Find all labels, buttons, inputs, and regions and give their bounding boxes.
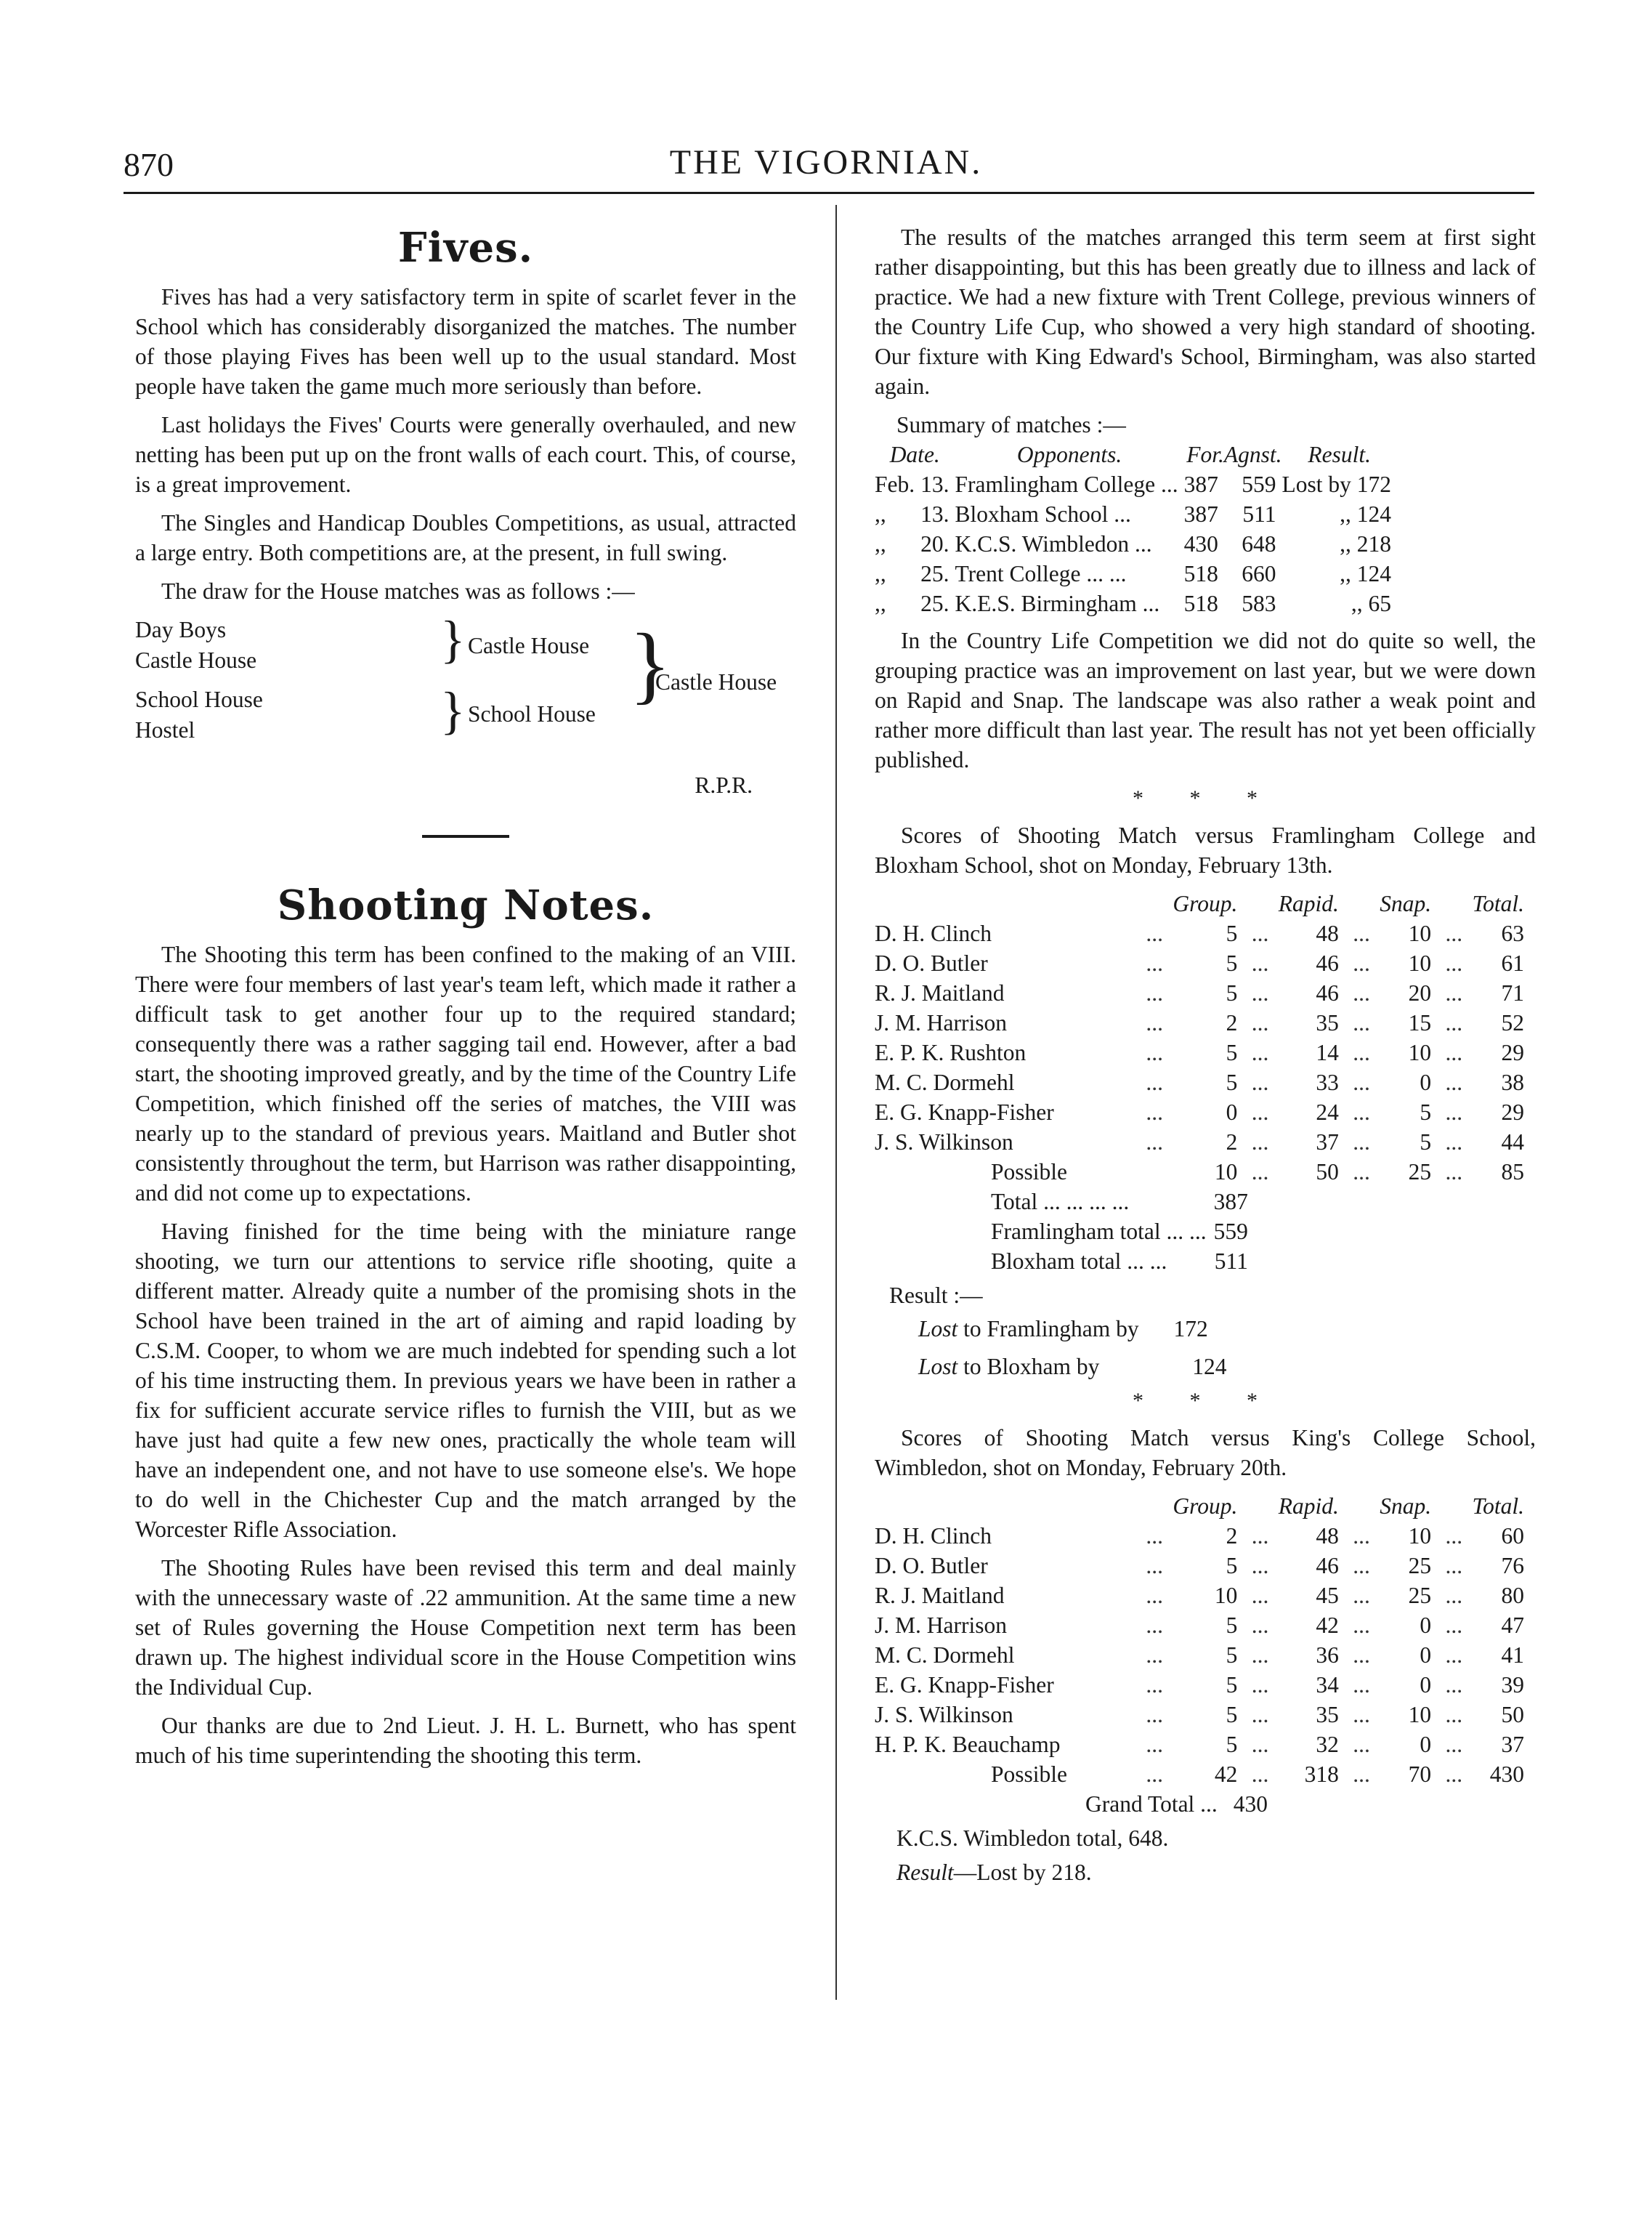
draw-entry: Day Boys: [135, 617, 227, 642]
leader-dots: ...: [1445, 1732, 1463, 1757]
fives-paragraph: The draw for the House matches was as follows :—: [161, 578, 635, 604]
score-group: 5: [1226, 1642, 1238, 1668]
match2-caption: Scores of Shooting Match versus King's College School, Wimbledon, shot on Monday, February 20th.: [875, 1425, 1536, 1480]
signature: R.P.R.: [695, 772, 753, 798]
score-snap: 0: [1420, 1672, 1432, 1698]
summary-header: Agnst.: [1223, 442, 1282, 467]
leader-dots: ...: [1251, 1732, 1269, 1757]
score-total: 80: [1501, 1583, 1524, 1608]
score-rapid: 36: [1316, 1642, 1339, 1668]
score-snap: 10: [1408, 1523, 1432, 1549]
summary-row: [875, 499, 1397, 529]
leader-dots: ...: [1146, 1040, 1163, 1065]
leader-dots: ...: [1146, 1583, 1163, 1608]
draw-entry: School House: [135, 687, 263, 712]
leader-dots: ...: [1146, 1010, 1163, 1036]
leader-dots: ...: [1445, 1612, 1463, 1638]
lost-line: [918, 1310, 1536, 1348]
summary-opponent: Trent College ... ...: [955, 561, 1127, 586]
shooter-name: R. J. Maitland: [875, 1583, 1005, 1608]
leader-dots: ...: [1353, 1553, 1370, 1578]
fives-heading: Fives.: [397, 224, 534, 272]
lost-word: Lost: [918, 1316, 958, 1341]
leader-dots: ...: [1146, 950, 1163, 976]
leader-dots: ...: [1146, 1523, 1163, 1549]
score-total: 50: [1501, 1702, 1524, 1727]
match1-caption: Scores of Shooting Match versus Framlingham College and Bloxham School, shot on Monday, February 13th.: [875, 823, 1536, 878]
shooter-name: D. O. Butler: [875, 950, 988, 976]
page-number: 870: [124, 146, 174, 183]
shooter-name: D. H. Clinch: [875, 1523, 992, 1549]
fives-paragraph: The Singles and Handicap Doubles Competitions, as usual, attracted a large entry. Both competitions are, at the present, in full swing.: [135, 510, 796, 565]
leader-dots: ...: [1146, 1099, 1163, 1125]
result-text: —Lost by 218.: [953, 1860, 1092, 1885]
score-group: 5: [1226, 1040, 1238, 1065]
leader-dots: ...: [1353, 1612, 1370, 1638]
leader-dots: ...: [1445, 1553, 1463, 1578]
total-value: 559: [1213, 1219, 1248, 1244]
score-row: [875, 919, 1528, 948]
lost-value: 172: [1173, 1316, 1208, 1341]
star-separator: * * *: [1133, 786, 1278, 810]
shooter-name: D. H. Clinch: [875, 921, 992, 946]
possible-total: 430: [1489, 1761, 1524, 1787]
possible-label: Possible: [991, 1761, 1068, 1787]
right-column: [875, 222, 1536, 1887]
score-rapid: 33: [1316, 1070, 1339, 1095]
shooter-name: E. G. Knapp-Fisher: [875, 1099, 1054, 1125]
score-header: Total.: [1472, 1493, 1524, 1519]
result-word: Result: [896, 1860, 954, 1885]
score-row: [875, 1729, 1528, 1759]
possible-row: Possible 10 ... 50 ... 25 ... 85: [875, 1157, 1528, 1187]
leader-dots: ...: [1353, 1732, 1370, 1757]
running-title: THE VIGORNIAN.: [669, 143, 983, 182]
score-snap: 25: [1408, 1583, 1432, 1608]
shooter-name: E. P. K. Rushton: [875, 1040, 1027, 1065]
leader-dots: ...: [1445, 980, 1463, 1006]
shooting-paragraph: The Shooting this term has been confined to the making of an VIII. There were four members of last year's team left, which made it rather a difficult task to get another four up to the required standard; consequently there was a rather sagging tail end. However, after a bad start, the shooting improved greatly, and by the time of the Country Life Competition, which finished off the series of matches, the VIII was nearly up to the standard of previous years. Maitland and Butler shot consistently throughout the term, but Harrison was rather disappointing, and did not come up to expectations.: [135, 942, 796, 1206]
leader-dots: ...: [1251, 1612, 1269, 1638]
draw-entry: Castle House: [135, 647, 257, 673]
summary-opponent: K.C.S. Wimbledon ...: [955, 531, 1152, 557]
possible-snap: 70: [1408, 1761, 1432, 1787]
leader-dots: ...: [1353, 980, 1370, 1006]
shooter-name: J. M. Harrison: [875, 1010, 1007, 1036]
score-rapid: 48: [1316, 1523, 1339, 1549]
total-label: Total ... ... ... ...: [991, 1189, 1130, 1214]
score-total: 29: [1501, 1099, 1524, 1125]
score-total: 76: [1501, 1553, 1524, 1578]
summary-agnst: 583: [1242, 591, 1276, 616]
score-group: 2: [1226, 1010, 1238, 1036]
summary-result: ,, 218: [1340, 531, 1391, 557]
summary-day: 25.: [920, 561, 950, 586]
summary-month: ,,: [875, 531, 886, 557]
possible-rapid: 50: [1316, 1159, 1339, 1184]
score-snap: 0: [1420, 1612, 1432, 1638]
summary-row: [875, 559, 1397, 589]
shooter-name: M. C. Dormehl: [875, 1070, 1015, 1095]
header-rule: [124, 192, 1534, 194]
leader-dots: ...: [1353, 1583, 1370, 1608]
score-snap: 0: [1420, 1732, 1432, 1757]
kcs-total: K.C.S. Wimbledon total, 648.: [896, 1825, 1169, 1851]
shooter-name: J. S. Wilkinson: [875, 1129, 1013, 1155]
shooter-name: E. G. Knapp-Fisher: [875, 1672, 1054, 1698]
shooter-name: D. O. Butler: [875, 1553, 988, 1578]
score-row: [875, 1038, 1528, 1067]
score-snap: 10: [1408, 921, 1432, 946]
score-total: 52: [1501, 1010, 1524, 1036]
leader-dots: ...: [1251, 1129, 1269, 1155]
leader-dots: ...: [1251, 1523, 1269, 1549]
shooter-name: H. P. K. Beauchamp: [875, 1732, 1061, 1757]
shooter-name: J. S. Wilkinson: [875, 1702, 1013, 1727]
shooter-name: R. J. Maitland: [875, 980, 1005, 1006]
score-header: Total.: [1472, 891, 1524, 916]
leader-dots: ...: [1146, 980, 1163, 1006]
total-label: Bloxham total ... ...: [991, 1248, 1167, 1274]
summary-month: Feb.: [875, 472, 915, 497]
summary-header: Result.: [1308, 442, 1372, 467]
score-total: 38: [1501, 1070, 1524, 1095]
summary-result: ,, 65: [1351, 591, 1391, 616]
section-separator: [422, 835, 509, 838]
score-total: 41: [1501, 1642, 1524, 1668]
summary-month: ,,: [875, 591, 886, 616]
score-rapid: 35: [1316, 1702, 1339, 1727]
score-row: [875, 1097, 1528, 1127]
score-row: [875, 1640, 1528, 1670]
summary-row: [875, 469, 1397, 499]
lost-text: to Bloxham by: [963, 1354, 1100, 1379]
leader-dots: ...: [1353, 1672, 1370, 1698]
draw-entry: School House: [468, 701, 596, 727]
score-header: Group.: [1173, 891, 1238, 916]
possible-total: 85: [1501, 1159, 1524, 1184]
score-row: [875, 1610, 1528, 1640]
summary-row: [875, 529, 1397, 559]
result-label: Result :—: [889, 1283, 983, 1308]
leader-dots: ...: [1146, 1732, 1163, 1757]
score-snap: 20: [1408, 980, 1432, 1006]
score-header: Snap.: [1380, 891, 1432, 916]
score-snap: 0: [1420, 1642, 1432, 1668]
summary-table: [875, 440, 1397, 618]
score-group: 5: [1226, 921, 1238, 946]
score-total: 61: [1501, 950, 1524, 976]
summary-opponent: Bloxham School ...: [955, 501, 1131, 527]
total-label: Framlingham total ... ...: [991, 1219, 1207, 1244]
score-group: 10: [1214, 1583, 1238, 1608]
score-group: 5: [1226, 1070, 1238, 1095]
leader-dots: ...: [1251, 1070, 1269, 1095]
score-row: [875, 1670, 1528, 1700]
leader-dots: ...: [1146, 1553, 1163, 1578]
summary-for: 387: [1183, 472, 1218, 497]
score-rapid: 14: [1316, 1040, 1339, 1065]
summary-label: Summary of matches :—: [896, 412, 1126, 437]
score-group: 5: [1226, 1732, 1238, 1757]
score-group: 5: [1226, 1702, 1238, 1727]
leader-dots: ...: [1445, 921, 1463, 946]
possible-rapid: 318: [1304, 1761, 1339, 1787]
score-snap: 25: [1408, 1553, 1432, 1578]
score-snap: 10: [1408, 950, 1432, 976]
summary-day: 25.: [920, 591, 950, 616]
summary-header: Opponents.: [1016, 442, 1122, 467]
score-rapid: 24: [1316, 1099, 1339, 1125]
score-header: Group.: [1173, 1493, 1238, 1519]
summary-day: 20.: [920, 531, 950, 557]
score-row: [875, 1581, 1528, 1610]
shooting-paragraph: Having finished for the time being with the miniature range shooting, we turn our attentions to service rifle shooting, quite a different matter. Already quite a number of the promising shots in the School have been trained in the art of aiming and rapid loading by C.S.M. Cooper, to whom we are much indebted for spending such a lot of his time instructing them. In previous years we have been in rather a fix for sufficient accurate service rifles to furnish the VIII, but as we have just had quite a few new ones, practically the whole team will have an independent one, and not have to use someone else's. We hope to do well in the Chichester Cup and the match arranged by the Worcester Rifle Association.: [135, 1219, 796, 1542]
score-header: Snap.: [1380, 1493, 1432, 1519]
summary-opponent: Framlingham College ...: [955, 472, 1178, 497]
score-rapid: 32: [1316, 1732, 1339, 1757]
leader-dots: ...: [1353, 1642, 1370, 1668]
match2-result: [896, 1857, 1536, 1887]
leader-dots: ...: [1251, 1672, 1269, 1698]
summary-month: ,,: [875, 501, 886, 527]
score-row: [875, 948, 1528, 978]
score-row: [875, 1551, 1528, 1581]
brace-icon: }: [629, 615, 671, 712]
leader-dots: ...: [1445, 1583, 1463, 1608]
score-snap: 10: [1408, 1040, 1432, 1065]
score-total: 60: [1501, 1523, 1524, 1549]
score-snap: 10: [1408, 1702, 1432, 1727]
score-group: 5: [1226, 1672, 1238, 1698]
shooter-name: J. M. Harrison: [875, 1612, 1007, 1638]
possible-snap: 25: [1408, 1159, 1432, 1184]
fives-paragraph: Last holidays the Fives' Courts were generally overhauled, and new netting has been put up on the front walls of each court. This, of course, is a great improvement.: [135, 412, 796, 497]
score-row: [875, 1700, 1528, 1729]
score-rapid: 37: [1316, 1129, 1339, 1155]
summary-day: 13.: [920, 501, 950, 527]
score-total: 39: [1501, 1672, 1524, 1698]
leader-dots: ...: [1353, 950, 1370, 976]
summary-agnst: 559: [1242, 472, 1276, 497]
shooting-paragraph: Our thanks are due to 2nd Lieut. J. H. L. Burnett, who has spent much of his time superintending the shooting this term.: [135, 1713, 796, 1768]
score-snap: 5: [1420, 1129, 1432, 1155]
brace-icon: }: [440, 682, 466, 740]
shooter-name: M. C. Dormehl: [875, 1642, 1015, 1668]
score-group: 2: [1226, 1523, 1238, 1549]
possible-row: Possible ... 42 ... 318 ... 70 ... 430: [875, 1759, 1528, 1789]
score-row: [875, 978, 1528, 1008]
score-total: 37: [1501, 1732, 1524, 1757]
total-value: 387: [1213, 1189, 1248, 1214]
leader-dots: ...: [1445, 1099, 1463, 1125]
summary-result: Lost by 172: [1281, 472, 1391, 497]
score-row: [875, 1067, 1528, 1097]
score-group: 5: [1226, 1612, 1238, 1638]
summary-for: 387: [1183, 501, 1218, 527]
score-group: 2: [1226, 1129, 1238, 1155]
leader-dots: ...: [1353, 921, 1370, 946]
results-intro: The results of the matches arranged this term seem at first sight rather disappointing, but this has been greatly due to illness and lack of practice. We had a new fixture with Trent College, previous winners of the Country Life Cup, who showed a very high standard of shooting. Our fixture with King Edward's School, Birmingham, was also started again.: [875, 225, 1536, 399]
leader-dots: ...: [1251, 980, 1269, 1006]
possible-group: 42: [1214, 1761, 1238, 1787]
summary-for: 430: [1183, 531, 1218, 557]
score-rapid: 45: [1316, 1583, 1339, 1608]
leader-dots: ...: [1353, 1070, 1370, 1095]
column-divider: [835, 205, 837, 2000]
leader-dots: ...: [1251, 1099, 1269, 1125]
leader-dots: ...: [1353, 1129, 1370, 1155]
score-row: [875, 1521, 1528, 1551]
leader-dots: ...: [1445, 1070, 1463, 1095]
brace-icon: }: [440, 610, 466, 669]
draw-entry: Hostel: [135, 717, 195, 743]
draw-winner: Castle House: [655, 669, 777, 695]
score-rapid: 46: [1316, 980, 1339, 1006]
leader-dots: ...: [1353, 1099, 1370, 1125]
leader-dots: ...: [1251, 1553, 1269, 1578]
leader-dots: ...: [1445, 1040, 1463, 1065]
leader-dots: ...: [1251, 1702, 1269, 1727]
summary-result: ,, 124: [1340, 561, 1391, 586]
leader-dots: ...: [1251, 1642, 1269, 1668]
shooting-heading: Shooting Notes.: [277, 881, 655, 929]
leader-dots: ...: [1146, 1070, 1163, 1095]
score-rapid: 34: [1316, 1672, 1339, 1698]
score-group: 0: [1226, 1099, 1238, 1125]
leader-dots: ...: [1445, 1129, 1463, 1155]
leader-dots: ...: [1353, 1702, 1370, 1727]
summary-agnst: 511: [1242, 501, 1276, 527]
leader-dots: ...: [1353, 1010, 1370, 1036]
score-header: Rapid.: [1278, 891, 1339, 916]
grand-total-label: Grand Total ...: [1085, 1791, 1218, 1817]
possible-label: Possible: [991, 1159, 1068, 1184]
lost-line: [918, 1348, 1536, 1386]
house-draw-bracket: [135, 610, 796, 760]
score-row: [875, 1008, 1528, 1038]
score-total: 29: [1501, 1040, 1524, 1065]
shooting-paragraph: The Shooting Rules have been revised this term and deal mainly with the unnecessary waste of .22 ammunition. At the same time a new set of Rules governing the House Competition next term has been drawn up. The highest individual score in the House Competition wins the Individual Cup.: [135, 1555, 796, 1700]
score-snap: 15: [1408, 1010, 1432, 1036]
score-rapid: 46: [1316, 1553, 1339, 1578]
score-header: Rapid.: [1278, 1493, 1339, 1519]
score-group: 5: [1226, 1553, 1238, 1578]
summary-for: 518: [1183, 561, 1218, 586]
leader-dots: ...: [1445, 1523, 1463, 1549]
summary-result: ,, 124: [1340, 501, 1391, 527]
summary-header: For.: [1186, 442, 1224, 467]
summary-agnst: 648: [1242, 531, 1276, 557]
summary-for: 518: [1183, 591, 1218, 616]
leader-dots: ...: [1353, 1523, 1370, 1549]
leader-dots: ...: [1445, 950, 1463, 976]
lost-value: 124: [1192, 1354, 1227, 1379]
score-row: [875, 1127, 1528, 1157]
leader-dots: ...: [1146, 921, 1163, 946]
leader-dots: ...: [1353, 1040, 1370, 1065]
score-group: 5: [1226, 980, 1238, 1006]
leader-dots: ...: [1251, 950, 1269, 976]
score-total: 44: [1501, 1129, 1524, 1155]
score-snap: 5: [1420, 1099, 1432, 1125]
match1-totals: [875, 1187, 1255, 1276]
match2-score-table: [875, 1491, 1528, 1789]
summary-day: 13.: [920, 472, 950, 497]
leader-dots: ...: [1445, 1642, 1463, 1668]
draw-entry: Castle House: [468, 633, 590, 658]
leader-dots: ...: [1146, 1702, 1163, 1727]
score-rapid: 46: [1316, 950, 1339, 976]
score-group: 5: [1226, 950, 1238, 976]
leader-dots: ...: [1146, 1129, 1163, 1155]
leader-dots: ...: [1251, 1010, 1269, 1036]
leader-dots: ...: [1251, 921, 1269, 946]
summary-agnst: 660: [1242, 561, 1276, 586]
country-life-paragraph: In the Country Life Competition we did not do quite so well, the grouping practice was an improvement on last year, but we were down on Rapid and Snap. The landscape was also rather a weak point and rather more difficult than last year. The result has not yet been officially published.: [875, 628, 1536, 772]
left-column: [135, 215, 796, 1779]
star-separator: * * *: [1133, 1389, 1278, 1413]
score-total: 63: [1501, 921, 1524, 946]
score-rapid: 48: [1316, 921, 1339, 946]
score-total: 47: [1501, 1612, 1524, 1638]
match1-score-table: [875, 889, 1528, 1187]
summary-opponent: K.E.S. Birmingham ...: [955, 591, 1160, 616]
fives-paragraph: Fives has had a very satisfactory term in spite of scarlet fever in the School which has considerably disorganized the matches. The number of those playing Fives has been well up to the usual standard. Most people have taken the game much more seriously than before.: [135, 284, 796, 399]
summary-month: ,,: [875, 561, 886, 586]
score-snap: 0: [1420, 1070, 1432, 1095]
score-rapid: 42: [1316, 1612, 1339, 1638]
leader-dots: ...: [1146, 1612, 1163, 1638]
leader-dots: ...: [1445, 1702, 1463, 1727]
score-rapid: 35: [1316, 1010, 1339, 1036]
leader-dots: ...: [1251, 1583, 1269, 1608]
grand-total-line: [1085, 1789, 1536, 1819]
leader-dots: ...: [1146, 1672, 1163, 1698]
summary-header: Date.: [889, 442, 940, 467]
total-value: 511: [1214, 1248, 1248, 1274]
grand-total-value: 430: [1233, 1791, 1268, 1817]
lost-text: to Framlingham by: [963, 1316, 1139, 1341]
possible-group: 10: [1214, 1159, 1238, 1184]
leader-dots: ...: [1146, 1642, 1163, 1668]
summary-row: [875, 589, 1397, 618]
leader-dots: ...: [1251, 1040, 1269, 1065]
score-total: 71: [1501, 980, 1524, 1006]
leader-dots: ...: [1445, 1010, 1463, 1036]
lost-word: Lost: [918, 1354, 958, 1379]
leader-dots: ...: [1445, 1672, 1463, 1698]
